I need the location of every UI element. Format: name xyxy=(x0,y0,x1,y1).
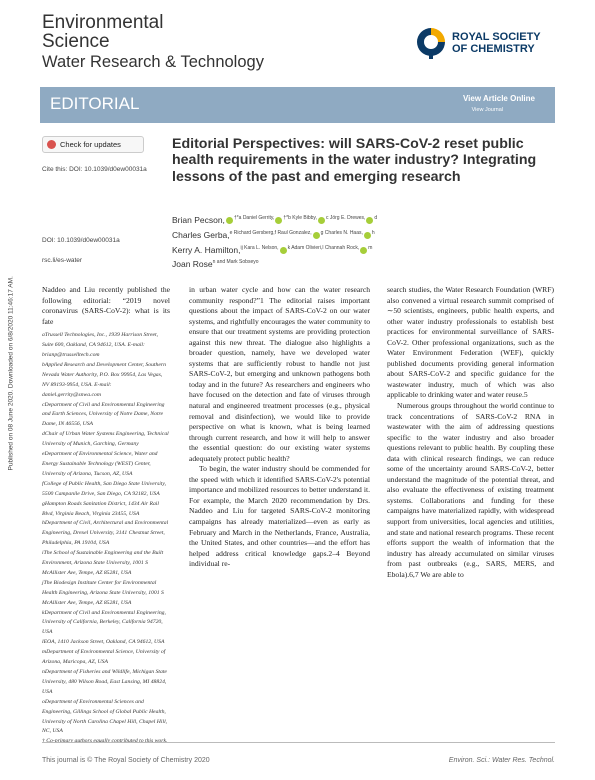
update-check-icon xyxy=(47,140,56,149)
rsc-name-line1: ROYAL SOCIETY xyxy=(452,31,541,43)
orcid-icon[interactable] xyxy=(313,232,320,239)
author: Brian Pecson, xyxy=(172,214,225,225)
orcid-icon[interactable] xyxy=(226,217,233,224)
author: f Raul Gonzalez, xyxy=(274,229,312,236)
affiliation-item: fCollege of Public Health, San Diego State University, 5500 Campanile Drive, San Diego, CA 92182, USA xyxy=(42,480,166,497)
publication-note: Published on 08 June 2020. Downloaded on 6/8/2020 11:46:17 AM. xyxy=(7,276,15,471)
journal-title-line2: Science xyxy=(42,31,110,52)
orcid-icon[interactable] xyxy=(366,217,373,224)
doi: DOI: 10.1039/d0ew00031a xyxy=(42,237,120,244)
article-type: EDITORIAL xyxy=(50,94,140,113)
article-title: Editorial Perspectives: will SARS-CoV-2 reset public health requirements in the water industry? Integrating lessons of the past and emerging research xyxy=(172,136,537,185)
affiliation-item: jThe Biodesign Institute Center for Environmental Health Engineering, Arizona State University, 1001 S McAllister Ave, Tempe, AZ 85281, USA xyxy=(42,579,164,606)
author: l Channah Rock, xyxy=(322,244,360,251)
author: g Charles N. Haas, xyxy=(320,229,363,236)
rsc-name-line2: OF CHEMISTRY xyxy=(452,43,535,55)
body-column-2 xyxy=(189,285,370,570)
editorial-banner xyxy=(40,87,555,123)
author: k Adam Olivieri, xyxy=(287,244,323,251)
affiliation-item: aTrussell Technologies, Inc., 1939 Harrison Street, Suite 600, Oakland, CA 94612, USA. E-mail: brianp@trusselltech.com xyxy=(42,332,159,358)
journal-title xyxy=(42,14,264,73)
affiliation-item: mDepartment of Environmental Science, University of Arizona, Maricopa, AZ, USA xyxy=(42,649,166,666)
orcid-icon[interactable] xyxy=(360,247,367,254)
author: ij Kara L. Nelson, xyxy=(240,244,279,251)
view-article-online-link[interactable]: View Article Online xyxy=(462,94,535,103)
author: c Jörg E. Drewes, xyxy=(325,215,366,221)
author: m xyxy=(368,244,373,251)
body-column-1 xyxy=(42,285,170,747)
affiliation-item: gHampton Roads Sanitation District, 1434 Air Rail Blvd, Virginia Beach, Virginia 23455, USA xyxy=(42,500,159,517)
orcid-icon[interactable] xyxy=(318,217,325,224)
orcid-icon[interactable] xyxy=(275,217,282,224)
affiliation-item: lEOA, 1410 Jackson Street, Oakland, CA 94612, USA xyxy=(42,639,165,646)
author: †*b Kyle Bibby, xyxy=(283,215,317,221)
paragraph: To begin, the water industry should be commended for the speed with which it identified SARS-CoV-2's potential importance and mobilized resources to better understand it. For example, the March 2020 recommendation by Drs. Naddeo and Liu for targeted SARS-CoV-2 monitoring campaigns has already materialized—even as early as February and March in the Netherlands, France, Australia, the United States, and other countries—and the effort has helped address critical knowledge gaps.2–4 Beyond individual re- xyxy=(189,464,370,569)
affiliation-item: eDepartment of Environmental Science, Water and Energy Sustainable Technology (WEST) Center, University of Arizona, Tucson, AZ, USA xyxy=(42,451,158,477)
paragraph: Naddeo and Liu recently published the following editorial: “2019 novel coronavirus (SARS-CoV-2): what is its fate xyxy=(42,285,170,326)
author: Kerry A. Hamilton, xyxy=(172,244,241,255)
affiliation-item: kDepartment of Civil and Environmental Engineering, University of California, Berkeley, California 94720, USA xyxy=(42,609,166,636)
journal-title-line1: Environmental xyxy=(42,12,164,33)
body-column-3 xyxy=(387,285,554,580)
check-for-updates-label: Check for updates xyxy=(60,140,121,149)
affiliation-item: nDepartment of Fisheries and Wildlife, Michigan State University, 480 Wilson Road, East Lansing, MI 48824, USA xyxy=(42,669,167,695)
cite-this: Cite this: DOI: 10.1039/d0ew00031a xyxy=(42,166,147,173)
site-link[interactable]: rsc.li/es-water xyxy=(42,257,83,264)
author: Charles Gerba, xyxy=(172,229,230,240)
view-journal-link[interactable]: View Journal xyxy=(471,107,503,113)
journal-abbrev: Environ. Sci.: Water Res. Technol. xyxy=(448,757,555,764)
author: h xyxy=(371,229,375,236)
affiliations xyxy=(42,331,170,747)
check-for-updates-button[interactable] xyxy=(42,136,144,153)
affiliation-item: hDepartment of Civil, Architectural and Environmental Engineering, Drexel University, 3141 Chestnut Street, Philadelphia, PA 19104, USA xyxy=(42,520,169,547)
copyright: This journal is © The Royal Society of Chemistry 2020 xyxy=(42,757,210,764)
author: †*a Daniel Gerrity, xyxy=(233,215,275,221)
affiliation-item: iThe School of Sustainable Engineering and the Built Environment, Arizona State University, 1001 S McAllister Ave, Tempe, AZ 85281, USA xyxy=(42,550,164,576)
rsc-emblem-icon xyxy=(416,26,446,60)
footer xyxy=(42,757,555,764)
publication-sidebar xyxy=(4,262,15,472)
affiliation-item: † Co-primary authors equally contributed to this work. xyxy=(42,738,168,745)
author: Joan Rose xyxy=(172,259,213,270)
orcid-icon[interactable] xyxy=(280,247,287,254)
affiliation-item: dChair of Urban Water Systems Engineering, Technical University of Munich, Garching, Germany xyxy=(42,431,169,448)
affiliation-item: cDepartment of Civil and Environmental Engineering and Earth Sciences, University of Notre Dame, Notre Dame, IN 46556, USA xyxy=(42,401,165,428)
affiliation-item: bApplied Research and Development Center, Southern Nevada Water Authority, P.O. Box 99954, Las Vegas, NV 89193-9954, USA. E-mail: daniel.gerrity@snwa.com xyxy=(42,361,166,398)
author: d xyxy=(374,215,378,221)
paragraph: search studies, the Water Research Foundation (WRF) also convened a virtual research summit comprised of ∼50 scientists, engineers, public health experts, and other water industry professionals to establish best practices for environmental surveillance of SARS-CoV-2. Other professional organizations, such as the Water Environment Federation (WEF), quickly published documents providing general information about SARS-CoV-2 and specific guidance for the wastewater industry, much of which was also applicable to drinking water and water reuse.5 xyxy=(387,285,554,400)
paragraph: in urban water cycle and how can the water research community respond?”1 The editorial raises important questions about the impact of SARS-CoV-2 on our water systems, and rightfully encourages the water community to ensure that our treatment systems are providing protection against this new threat. The dialogue also highlights a broader question, namely, have we developed water systems that are sufficiently robust to handle not just SARS-CoV-2, but emerging and unknown pathogens both today and in the future? As researchers and engineers who have focused on the detection and fate of viruses through natural and engineered treatment processes (e.g., physical removal and disinfection), we would like to provide perspective on what is known, what is being learned through current research, and how it will help to answer the essential question: do our existing water systems adequately protect public health? xyxy=(189,285,370,463)
footer-divider xyxy=(42,742,555,743)
author: e Richard Gersberg, xyxy=(229,229,275,236)
affiliation-item: oDepartment of Environmental Sciences and Engineering, Gillings School of Global Public Health, University of North Carolina Chapel Hill, Chapel Hill, NC, USA xyxy=(42,698,168,735)
author: o xyxy=(255,259,259,266)
orcid-icon[interactable] xyxy=(364,232,371,239)
rsc-logo xyxy=(416,26,541,60)
author: n and Mark Sobsey xyxy=(212,259,256,266)
paragraph: Numerous groups throughout the world continue to track concentrations of SARS-CoV-2 RNA in wastewater with the aim of addressing questions specific to the water industry and also broader questions relevant to public health. By coupling these data with clinical research findings, we can reduce some of the uncertainty around SARS-CoV-2, better understand the magnitude of the potential threat, and also evaluate the effectiveness of existing treatment systems. Collaborations and funding for these campaigns have materialized rapidly, with widespread support from universities, local agencies and utilities, and state and national research programs. These recent efforts support the wealth of information that the industry has already accumulated on similar viruses from past outbreaks (e.g., SARS, MERS, and Ebola).6,7 We are able to xyxy=(387,401,554,579)
author-list xyxy=(172,212,552,271)
journal-title-line3: Water Research & Technology xyxy=(42,53,264,71)
